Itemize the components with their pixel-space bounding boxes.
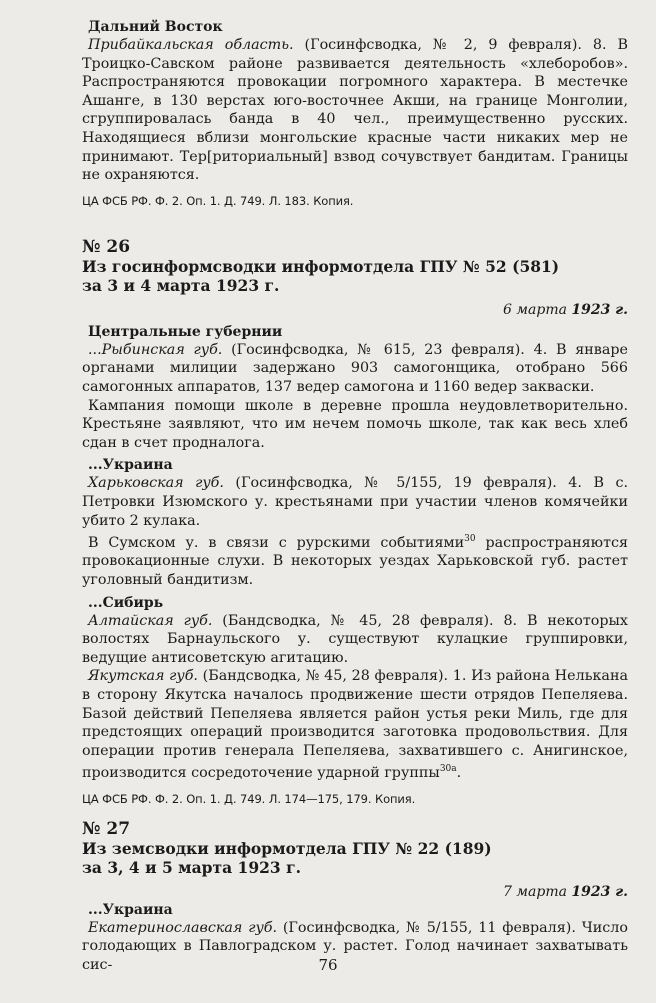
- region-heading: Дальний Восток: [88, 19, 223, 35]
- footnote-ref: 30а: [439, 764, 457, 775]
- paragraph: Кампания помощи школе в деревне прошла неудовлетворительно. Крестьяне заявляют, что им нечем помочь школе, так как весь хлеб сдан в счет продналога.: [82, 397, 628, 451]
- document-title: Из земсводки информотдела ГПУ № 22 (189): [82, 838, 492, 858]
- archive-source: ЦА ФСБ РФ. Ф. 2. Оп. 1. Д. 749. Л. 174—175, 179. Копия.: [82, 791, 416, 806]
- document-title-line2: за 3, 4 и 5 марта 1923 г.: [82, 857, 301, 877]
- region-name: Алтайская губ.: [88, 612, 213, 629]
- document-number: № 26: [82, 236, 131, 257]
- region-heading: Центральные губернии: [88, 323, 283, 340]
- document-date: 7 марта 1923 г.: [503, 883, 628, 900]
- region-name: Харьковская губ.: [88, 475, 224, 492]
- document-title-line2: за 3 и 4 марта 1923 г.: [82, 275, 280, 295]
- region-name: Якутская губ.: [88, 668, 198, 685]
- region-name: Екатеринославская губ.: [88, 919, 278, 936]
- region-heading: ...Сибирь: [88, 594, 164, 611]
- region-heading: ...Украина: [88, 901, 173, 918]
- region-heading: ...Украина: [88, 457, 173, 474]
- page-number: 76: [318, 956, 338, 974]
- footnote-ref: 30: [464, 534, 476, 545]
- paragraph: Харьковская губ. (Госинфсводка, № 5/155, 19 февраля). 4. В с. Петровки Изюмского у. крестьянами при участии членов комячейки убито 2 кулака.: [82, 475, 629, 529]
- document-title: Из госинформсводки информотдела ГПУ № 52 (581): [82, 256, 560, 276]
- region-name: Рыбинская губ.: [101, 341, 223, 358]
- document-number: № 27: [82, 818, 131, 839]
- paragraph: В Сумском у. в связи с рурскими событиями$^{30}$ распространяются провокационные слухи. В некоторых уездах Харьковской губ. растет уголовный бандитизм.: [82, 534, 629, 589]
- paragraph: ...Рыбинская губ. (Госинфсводка, № 615, 23 февраля). 4. В январе органами милиции задержано 903 самогонщика, отобрано 566 самогонных аппаратов, 137 ведер самогона и 1160 ведер закваски.: [82, 341, 628, 395]
- paragraph: Прибайкальская область. (Госинфсводка, № 2, 9 февраля). 8. В Троицко-Савском районе развивается деятельность «хлеборобов». Распространяются провокации погромного характера. В местечке Ашанге, в 130 верстах юго-восточнее Акши, на границе Монголии, сгруппировалась банда в 40 чел., преимущественно русских. Находящиеся вблизи монгольские красные части никаких мер не принимают. Тер[риториальный] взвод сочувствует бандитам. Границы не охраняются.: [82, 37, 629, 184]
- paragraph: Екатеринославская губ. (Госинфсводка, № 5/155, 11 февраля). Число голодающих в Павлоградском у. растет. Голод начинает захватывать сис-: [82, 919, 628, 973]
- region-name: Прибайкальская область.: [88, 37, 294, 53]
- page-content: [82, 14, 628, 975]
- document-date: 6 марта 1923 г.: [503, 301, 628, 318]
- archive-source: ЦА ФСБ РФ. Ф. 2. Оп. 1. Д. 749. Л. 183. Копия.: [82, 193, 354, 208]
- paragraph: Якутская губ. (Бандсводка, № 45, 28 февраля). 1. Из района Нелькана в сторону Якутска началось продвижение шести отрядов Пепеляева. Базой действий Пепеляева является район устья реки Миль, где для предстоящих операций производится заготовка продовольствия. Для операции против генерала Пепеляева, захватившего с. Анигинское, производится сосредоточение ударной группы$^{30а}$.: [82, 668, 628, 782]
- paragraph: Алтайская губ. (Бандсводка, № 45, 28 февраля). 8. В некоторых волостях Барнаульского у. существуют кулацкие группировки, ведущие антисоветскую агитацию.: [82, 612, 628, 666]
